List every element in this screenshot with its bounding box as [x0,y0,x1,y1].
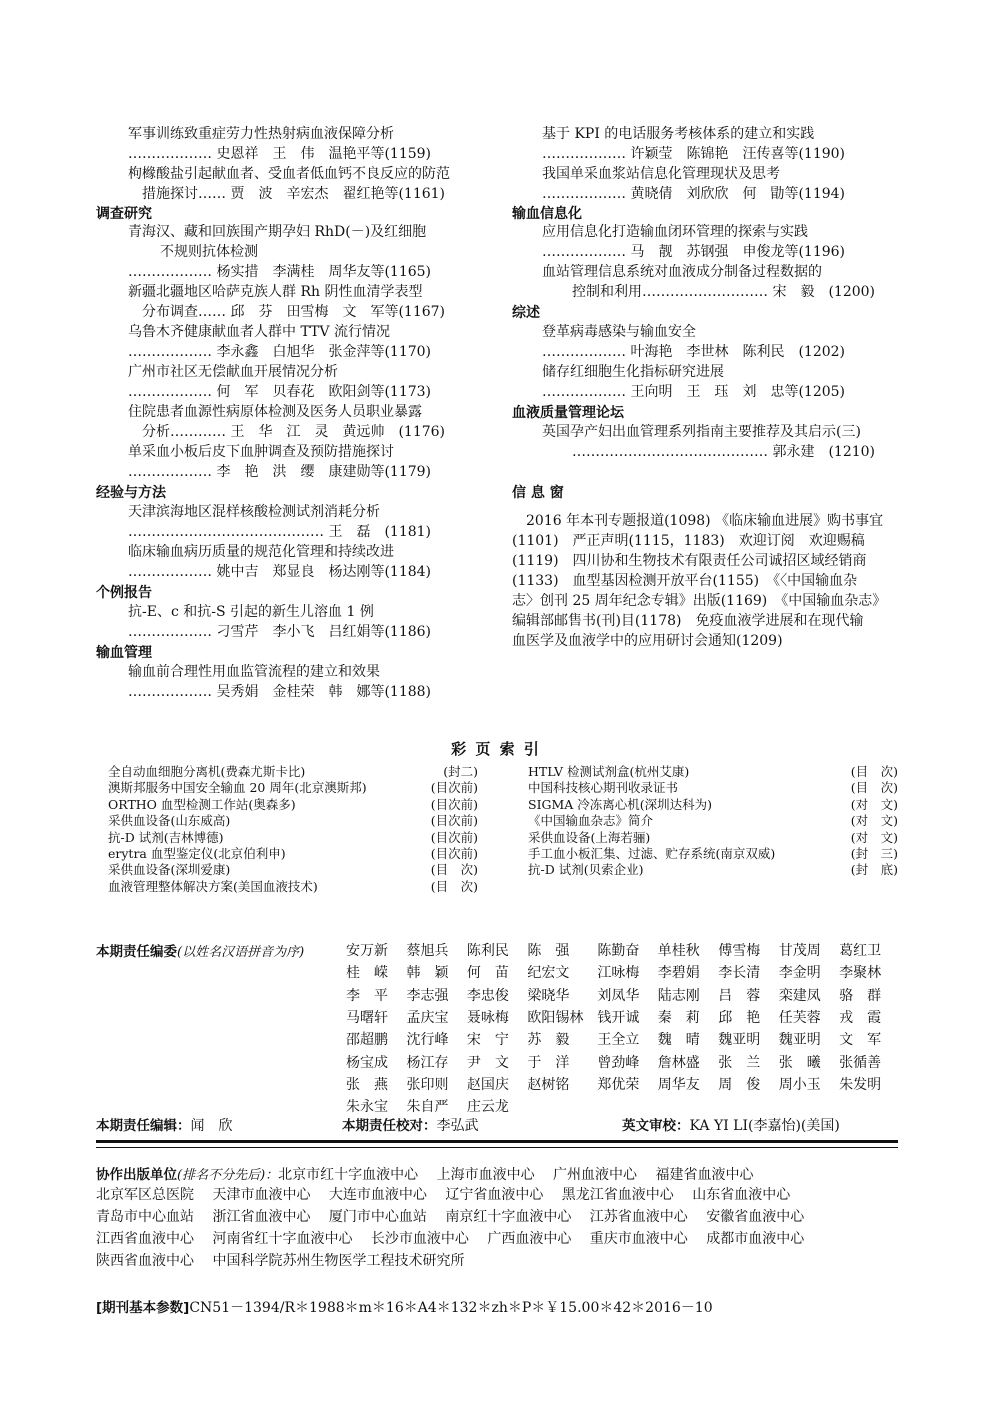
toc-line: 乌鲁木齐健康献血者人群中 TTV 流行情况 [128,324,390,340]
staff-english-label: 英文审校： [622,1118,690,1134]
info-window-line: 血医学及血液学中的应用研讨会通知(1209) [512,633,783,649]
color-index-item: 血液管理整体解决方案(美国血液技术) [108,878,318,894]
info-window-line: 志〉创刊 25 周年纪念专辑》出版(1169) 《中国输血杂志》 [512,593,887,609]
toc-line: 措施探讨…… 贾 波 辛宏杰 翟红艳等(1161) [142,186,446,202]
color-index-page: (封 三) [850,846,898,861]
divider-thick [96,1140,898,1143]
editors-row: 李 平 李志强 李忠俊 梁晓华 刘凤华 陆志刚 吕 蓉 栾建凤 骆 群 [346,987,882,1004]
toc-line: 军事训练致重症劳力性热射病血液保障分析 [128,126,394,142]
color-index-page: (对 文) [850,829,898,845]
staff-editor [96,1114,233,1136]
params-value: CN51－1394/R＊1988＊m＊16＊A4＊132＊zh＊P＊￥15.00＊42＊2016－10 [189,1300,713,1316]
staff-editor-name: 闻 欣 [190,1118,233,1134]
color-index-page: (目次前) [430,829,478,845]
color-index-item: SIGMA 冷冻离心机(深圳达科为) [528,796,713,812]
color-index-item: 采供血设备(山东威高) [108,813,231,829]
toc-line: ……………… 李 艳 洪 缨 康建勋等(1179) [128,464,432,480]
toc-line: 抗-E、c 和抗-S 引起的新生儿溶血 1 例 [128,604,374,620]
editors-row: 杨宝成 杨江存 尹 文 于 洋 曾劲峰 詹林盛 张 兰 张 曦 张循善 [346,1054,882,1071]
editors-label: 本期责任编委 [96,944,177,960]
color-index-page: (对 文) [850,796,898,812]
editors-row: 朱永宝 朱自严 庄云龙 [346,1099,509,1116]
color-index-page: (目次前) [430,846,478,861]
toc-line: 不规则抗体检测 [160,244,258,260]
journal-params [96,1296,713,1318]
cosponsors-line: 江西省血液中心 河南省红十字血液中心 长沙市血液中心 广西血液中心 重庆市血液中心 成都市血液中心 [96,1231,805,1247]
staff-editor-label: 本期责任编辑： [96,1118,191,1134]
color-index-page: (目次前) [430,796,478,812]
toc-line: 广州市社区无偿献血开展情况分析 [128,364,338,380]
section-heading: 综述 [512,305,540,321]
color-index-item: 采供血设备(深圳爱康) [108,862,231,878]
section-heading: 输血信息化 [512,206,582,222]
color-index-page: (目 次) [850,780,898,796]
toc-line: 输血前合理性用血监管流程的建立和效果 [128,664,380,680]
color-index-page: (目 次) [430,862,478,878]
color-index-page: (目 次) [850,764,898,779]
cosponsors-line: 北京市红十字血液中心 上海市血液中心 广州血液中心 福建省血液中心 [278,1167,754,1183]
params-label: [期刊基本参数] [96,1300,190,1316]
staff-english [622,1114,840,1136]
cosponsors-line: 青岛市中心血站 浙江省血液中心 厦门市中心血站 南京红十字血液中心 江苏省血液中心 安徽省血液中心 [96,1209,805,1225]
toc-line: ……………… 何 军 贝春花 欧阳剑等(1173) [128,384,432,400]
toc-line: 英国孕产妇出血管理系列指南主要推荐及其启示(三) [542,424,861,440]
toc-line: 登革病毒感染与输血安全 [542,324,696,340]
color-index-item: 采供血设备(上海若骊) [528,829,651,845]
toc-line: 单采血小板后皮下血肿调查及预防措施探讨 [128,444,394,460]
editors-row: 桂 嵘 韩 颖 何 苗 纪宏文 江咏梅 李碧娟 李长清 李金明 李聚林 [346,965,882,982]
cosponsors-label: 协作出版单位 [96,1167,177,1183]
info-window-line: 编辑部邮售书(刊)目(1178) 免疫血液学进展和在现代输 [512,613,864,629]
info-window-text [512,510,902,650]
color-index-item: erytra 血型鉴定仪(北京伯利申) [108,846,286,861]
toc-line: 血站管理信息系统对血液成分制备过程数据的 [542,264,822,280]
info-window-line: 2016 年本刊专题报道(1098) 《临床输血进展》购书事宜 [526,513,884,529]
staff-proof-label: 本期责任校对： [342,1118,437,1134]
section-heading: 经验与方法 [96,485,166,501]
editors-note: (以姓名汉语拼音为序) [177,945,305,960]
toc-line: ……………… 叶海艳 李世林 陈利民 (1202) [542,344,846,360]
color-index-item: 抗-D 试剂(贝索企业) [528,862,644,878]
color-index-page: (目 次) [430,878,478,894]
color-index-item: 中国科技核心期刊收录证书 [528,780,679,796]
toc-line: 枸橼酸盐引起献血者、受血者低血钙不良反应的防范 [128,166,450,182]
toc-line: 住院患者血源性病原体检测及医务人员职业暴露 [128,404,422,420]
toc-line: ……………… 马 靓 苏钢强 申俊龙等(1196) [542,244,846,260]
cosponsors-heading [96,1163,754,1185]
toc-line: …………………………………… 王 磊 (1181) [128,524,432,540]
info-window-line: (1133) 血型基因检测开放平台(1155) 《〈中国输血杂 [512,573,858,589]
toc-line: 基于 KPI 的电话服务考核体系的建立和实践 [542,126,815,142]
toc-line: 分析………… 王 华 江 灵 黄远帅 (1176) [142,424,446,440]
divider-thin [96,1147,898,1148]
section-heading: 血液质量管理论坛 [512,405,624,421]
color-index-title: 彩 页 索 引 [451,740,541,758]
toc-line: ……………… 史恩祥 王 伟 温艳平等(1159) [128,146,432,162]
color-index-page: (目次前) [430,780,478,796]
toc-line: ……………… 吴秀娟 金桂荣 韩 娜等(1188) [128,684,432,700]
color-index-page: (封二) [443,764,478,779]
staff-english-name: KA YI LI(李嘉怡)(美国) [689,1118,840,1134]
editors-heading [96,940,304,960]
color-index-item: 抗-D 试剂(吉林博德) [108,829,224,845]
color-index-item: HTLV 检测试剂盒(杭州艾康) [528,764,690,779]
toc-line: 分布调查…… 邱 芬 田雪梅 文 军等(1167) [142,304,446,320]
color-index-page: (目次前) [430,813,478,829]
section-heading: 输血管理 [96,645,152,661]
toc-line: ……………… 杨实措 李满桂 周华友等(1165) [128,264,432,280]
toc-line: ……………… 李永鑫 白旭华 张金萍等(1170) [128,344,432,360]
toc-line: ……………… 刁雪芹 李小飞 吕红娟等(1186) [128,624,432,640]
cosponsors-note: (排名不分先后)： [177,1168,279,1183]
toc-line: 应用信息化打造输血闭环管理的探索与实践 [542,224,808,240]
toc-line: ……………… 姚中吉 郑显良 杨达刚等(1184) [128,564,432,580]
toc-line: …………………………………… 郭永建 (1210) [572,444,876,460]
toc-line: 青海汉、藏和回族围产期孕妇 RhD(－)及红细胞 [128,224,427,240]
toc-line: 控制和利用……………………… 宋 毅 (1200) [572,284,876,300]
info-window-line: (1119) 四川协和生物技术有限责任公司诚招区域经销商 [512,553,867,569]
toc-line: 储存红细胞生化指标研究进展 [542,364,724,380]
color-index-page: (对 文) [850,813,898,829]
cosponsors-line: 陕西省血液中心 中国科学院苏州生物医学工程技术研究所 [96,1253,465,1269]
editors-row: 邵超鹏 沈行峰 宋 宁 苏 毅 王全立 魏 晴 魏亚明 魏亚明 文 军 [346,1032,882,1049]
color-index-item: 《中国输血杂志》简介 [528,813,654,829]
editors-row: 张 燕 张印则 赵国庆 赵树铭 郑优荣 周华友 周 俊 周小玉 朱发明 [346,1076,882,1093]
toc-line: ……………… 黄晓倩 刘欣欣 何 勖等(1194) [542,186,846,202]
toc-line: 新疆北疆地区哈萨克族人群 Rh 阴性血清学表型 [128,284,423,300]
cosponsors-line: 北京军区总医院 天津市血液中心 大连市血液中心 辽宁省血液中心 黑龙江省血液中心 山东省血液中心 [96,1187,791,1203]
section-heading: 个例报告 [96,585,152,601]
toc-line: 临床输血病历质量的规范化管理和持续改进 [128,544,394,560]
editors-row: 马曙轩 孟庆宝 聂咏梅 欧阳锡林 钱开诚 秦 莉 邱 艳 任芙蓉 戎 霞 [346,1009,882,1026]
color-index-item: ORTHO 血型检测工作站(奥森多) [108,796,296,812]
color-index-page: (封 底) [850,862,898,878]
color-index-item: 澳斯邦服务中国安全输血 20 周年(北京澳斯邦) [108,780,367,796]
editors-row: 安万新 蔡旭兵 陈利民 陈 强 陈勤奋 单桂秋 傅雪梅 甘茂周 葛红卫 [346,943,882,959]
toc-line: 我国单采血浆站信息化管理现状及思考 [542,166,780,182]
section-heading: 信 息 窗 [512,485,564,501]
color-index-item: 全自动血细胞分离机(费森尤斯卡比) [108,764,306,779]
toc-line: 天津滨海地区混样核酸检测试剂消耗分析 [128,504,380,520]
staff-proof [342,1114,479,1136]
toc-line: ……………… 许颖莹 陈锦艳 汪传喜等(1190) [542,146,846,162]
color-index-item: 手工血小板汇集、过滤、贮存系统(南京双威) [528,846,776,861]
section-heading: 调查研究 [96,206,152,222]
staff-proof-name: 李弘武 [436,1118,479,1134]
toc-line: ……………… 王向明 王 珏 刘 忠等(1205) [542,384,846,400]
info-window-line: (1101) 严正声明(1115，1183) 欢迎订阅 欢迎赐稿 [512,533,865,549]
